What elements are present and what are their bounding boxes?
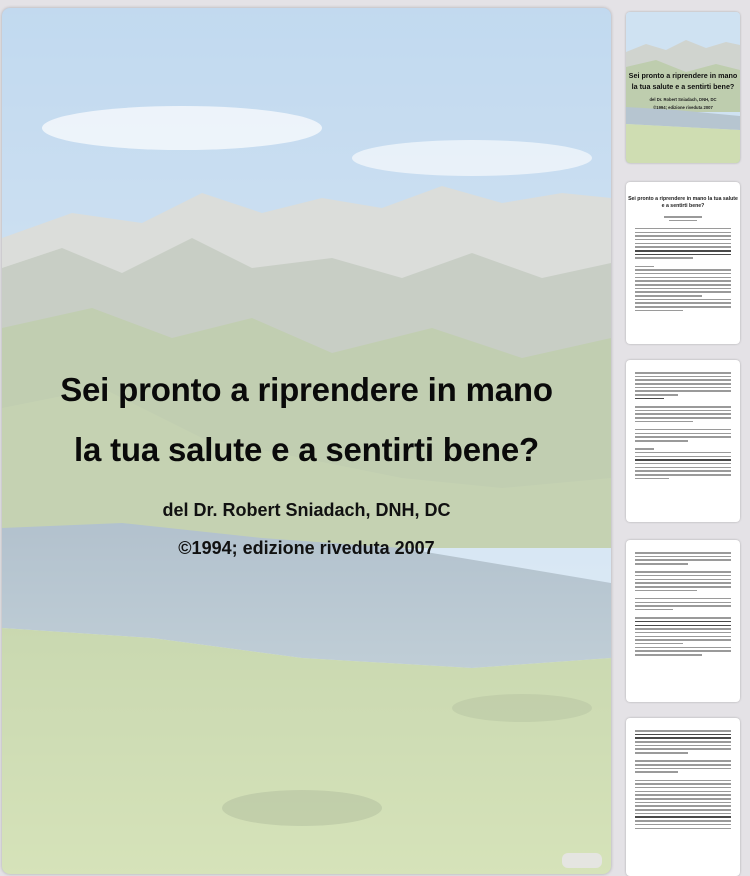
title-line-2: la tua salute e a sentirti bene? xyxy=(74,431,539,468)
page-thumbnails-sidebar xyxy=(614,0,750,876)
thumbnail-page-2-heading-line-1: Sei pronto a riprendere in mano la tua salute xyxy=(628,196,738,202)
thumbnail-page-2[interactable] xyxy=(626,182,740,344)
thumbnail-page-1[interactable] xyxy=(626,12,740,163)
thumbnail-page-3-text xyxy=(626,360,740,479)
thumbnail-page-2-text xyxy=(626,210,740,311)
thumbnail-page-5-text xyxy=(626,718,740,829)
author-line: del Dr. Robert Sniadach, DNH, DC xyxy=(162,500,451,520)
thumbnail-page-4-text xyxy=(626,540,740,656)
thumbnail-author: del Dr. Robert Sniadach, DNH, DC xyxy=(649,97,717,102)
thumbnail-title-line-2: la tua salute e a sentirti bene? xyxy=(631,82,735,91)
thumbnail-page-5[interactable] xyxy=(626,718,740,876)
thumbnail-title xyxy=(626,70,740,92)
thumbnail-page-2-heading-line-2: e a sentirti bene? xyxy=(661,203,705,209)
thumbnail-page-4[interactable] xyxy=(626,540,740,702)
thumbnail-title-line-1: Sei pronto a riprendere in mano xyxy=(628,71,738,80)
document-title xyxy=(2,360,611,480)
thumbnail-edition: ©1994; edizione riveduta 2007 xyxy=(653,105,713,110)
cover-page xyxy=(2,8,611,874)
edition-line: ©1994; edizione riveduta 2007 xyxy=(178,538,435,558)
title-line-1: Sei pronto a riprendere in mano xyxy=(60,371,553,408)
thumbnail-page-2-heading xyxy=(626,196,740,210)
thumbnail-page-3[interactable] xyxy=(626,360,740,522)
